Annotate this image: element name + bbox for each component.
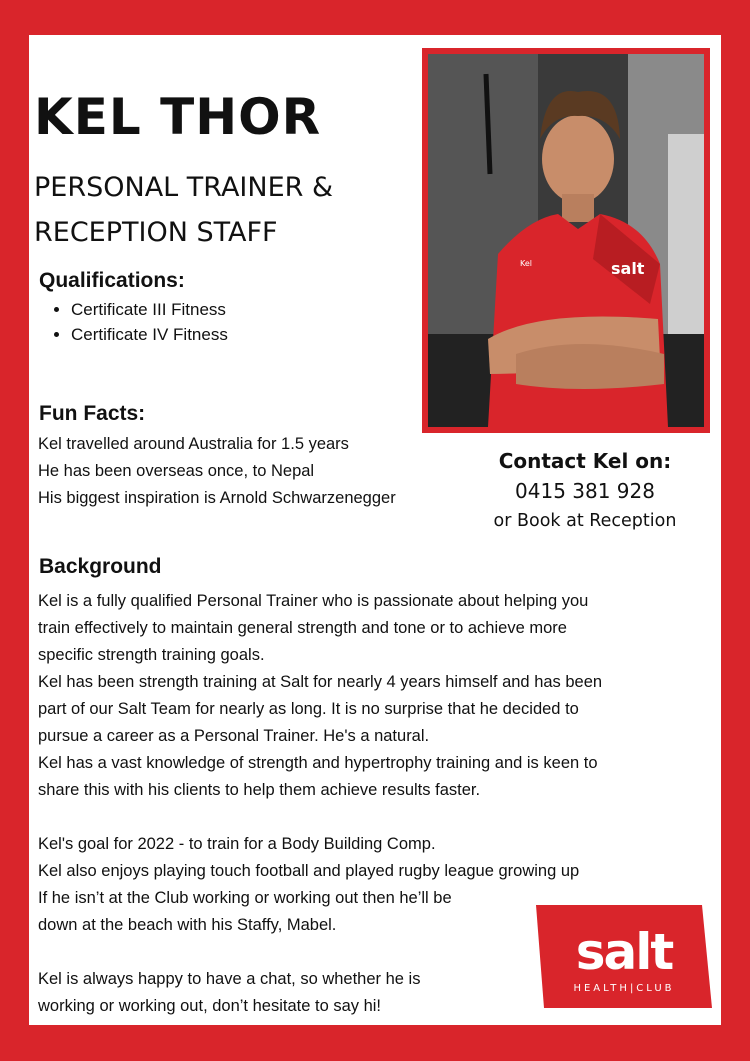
logo-tagline: HEALTH|CLUB: [573, 983, 675, 994]
background-line: Kel's goal for 2022 - to train for a Body Building Comp.: [38, 835, 436, 853]
shirt-logo-text: salt: [611, 259, 645, 278]
role-line: RECEPTION STAFF: [34, 217, 278, 248]
staff-name: KEL THOR: [34, 88, 322, 146]
background-line: Kel is a fully qualified Personal Trainer who is passionate about helping you: [38, 592, 589, 610]
background-line: Kel is always happy to have a chat, so whether he is: [38, 970, 421, 988]
qualifications-list: [41, 297, 228, 347]
background-line: Kel has a vast knowledge of strength and hypertrophy training and is keen to: [38, 754, 598, 772]
contact-phone[interactable]: 0415 381 928: [515, 479, 655, 503]
background-line: pursue a career as a Personal Trainer. He's a natural.: [38, 727, 430, 745]
profile-sheet: [29, 35, 721, 1025]
background-line: part of our Salt Team for nearly as long. It is no surprise that he decided to: [38, 700, 579, 718]
logo-word: salt: [575, 923, 673, 981]
salt-logo: [536, 905, 712, 1008]
background-line: down at the beach with his Staffy, Mabel.: [38, 916, 337, 934]
fun-facts-list: [38, 431, 478, 512]
staff-role: [34, 165, 414, 255]
background-line: Kel also enjoys playing touch football and played rugby league growing up: [38, 862, 580, 880]
contact-book-text: or Book at Reception: [493, 511, 677, 531]
staff-photo-frame: [422, 48, 710, 433]
background-line: working or working out, don’t hesitate to say hi!: [38, 997, 382, 1015]
background-line: train effectively to maintain general strength and tone or to achieve more: [38, 619, 567, 637]
fun-fact-line: Kel travelled around Australia for 1.5 years: [38, 435, 349, 453]
fun-fact-line: He has been overseas once, to Nepal: [38, 462, 315, 480]
qualifications-heading: Qualifications:: [39, 269, 185, 292]
fun-fact-line: His biggest inspiration is Arnold Schwarzenegger: [38, 489, 396, 507]
qualification-item: • Certificate IV Fitness: [71, 322, 228, 347]
background-line: specific strength training goals.: [38, 646, 265, 664]
qualification-item: • Certificate III Fitness: [71, 297, 228, 322]
staff-photo: [428, 54, 704, 427]
shirt-name-text: Kel: [520, 259, 532, 268]
background-line: If he isn’t at the Club working or working out then he’ll be: [38, 889, 452, 907]
fun-facts-heading: Fun Facts:: [39, 402, 146, 425]
contact-title: Contact Kel on:: [498, 449, 672, 473]
contact-block: [475, 446, 695, 536]
background-gap: [38, 804, 688, 831]
background-line: share this with his clients to help them achieve results faster.: [38, 781, 481, 799]
role-line: PERSONAL TRAINER &: [34, 172, 334, 203]
background-line: Kel has been strength training at Salt for nearly 4 years himself and has been: [38, 673, 603, 691]
background-heading: Background: [39, 555, 162, 578]
